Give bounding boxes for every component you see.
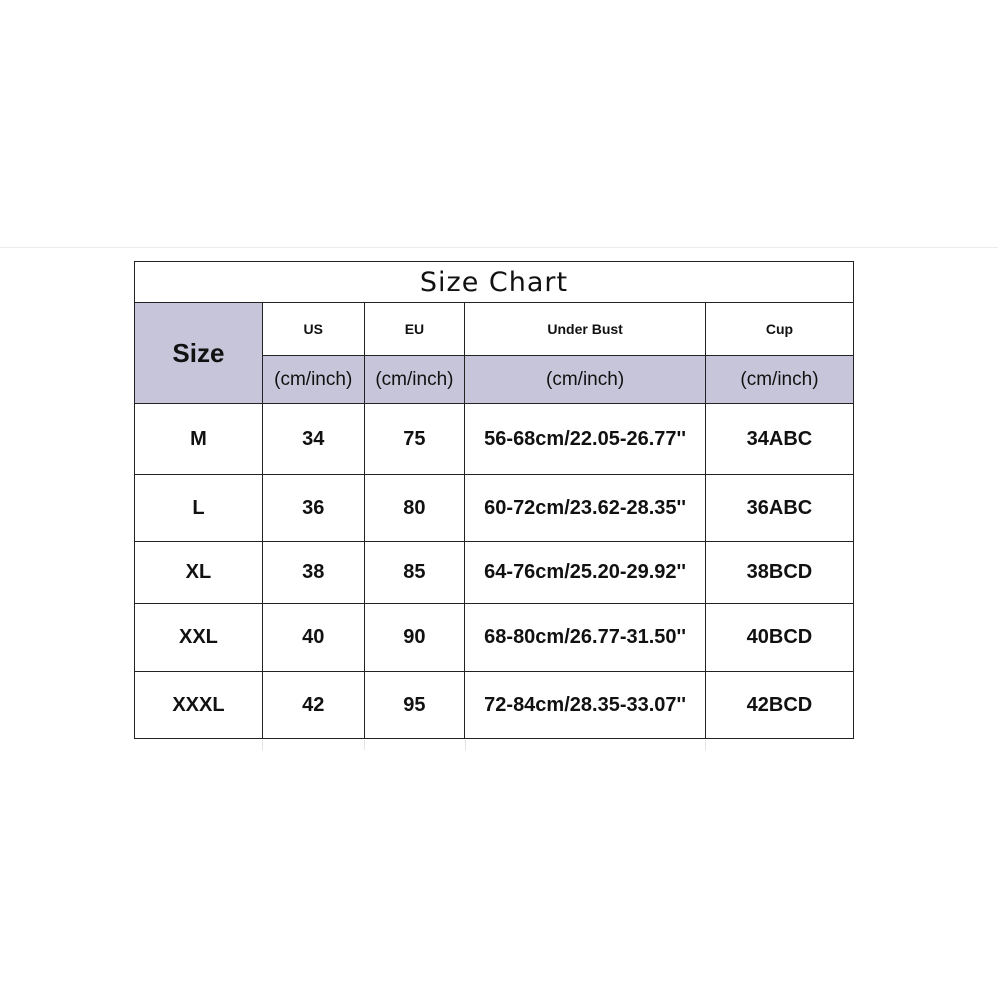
table-row xyxy=(135,404,854,475)
table-row xyxy=(135,604,854,672)
size-header: Size xyxy=(135,303,263,404)
eu-unit: (cm/inch) xyxy=(364,356,465,404)
cup-cell: 34ABC xyxy=(705,404,853,475)
under-bust-cell: 60-72cm/23.62-28.35'' xyxy=(465,475,706,542)
cup-cell: 40BCD xyxy=(705,604,853,672)
eu-header: EU xyxy=(364,303,465,356)
size-cell: XL xyxy=(135,542,263,604)
cup-cell: 42BCD xyxy=(705,672,853,739)
us-cell: 38 xyxy=(262,542,364,604)
under-bust-unit: (cm/inch) xyxy=(465,356,706,404)
under-bust-cell: 72-84cm/28.35-33.07'' xyxy=(465,672,706,739)
under-bust-cell: 56-68cm/22.05-26.77'' xyxy=(465,404,706,475)
chart-title: Size Chart xyxy=(135,262,854,303)
table-row xyxy=(135,542,854,604)
size-cell: L xyxy=(135,475,263,542)
column-divider-stub xyxy=(364,740,365,750)
size-chart-table xyxy=(134,261,854,739)
under-bust-cell: 68-80cm/26.77-31.50'' xyxy=(465,604,706,672)
column-divider-stub xyxy=(262,740,263,750)
cup-header: Cup xyxy=(705,303,853,356)
cup-unit: (cm/inch) xyxy=(705,356,853,404)
cup-cell: 36ABC xyxy=(705,475,853,542)
eu-cell: 90 xyxy=(364,604,465,672)
top-divider xyxy=(0,247,998,248)
size-cell: XXL xyxy=(135,604,263,672)
under-bust-cell: 64-76cm/25.20-29.92'' xyxy=(465,542,706,604)
size-cell: XXXL xyxy=(135,672,263,739)
us-cell: 42 xyxy=(262,672,364,739)
us-cell: 40 xyxy=(262,604,364,672)
us-unit: (cm/inch) xyxy=(262,356,364,404)
column-header-row xyxy=(135,303,854,356)
under-bust-header: Under Bust xyxy=(465,303,706,356)
column-divider-stub xyxy=(705,740,706,750)
eu-cell: 85 xyxy=(364,542,465,604)
us-cell: 36 xyxy=(262,475,364,542)
title-row xyxy=(135,262,854,303)
eu-cell: 75 xyxy=(364,404,465,475)
column-divider-stub xyxy=(465,740,466,750)
cup-cell: 38BCD xyxy=(705,542,853,604)
eu-cell: 95 xyxy=(364,672,465,739)
table-row xyxy=(135,475,854,542)
table-row xyxy=(135,672,854,739)
us-cell: 34 xyxy=(262,404,364,475)
eu-cell: 80 xyxy=(364,475,465,542)
size-cell: M xyxy=(135,404,263,475)
us-header: US xyxy=(262,303,364,356)
